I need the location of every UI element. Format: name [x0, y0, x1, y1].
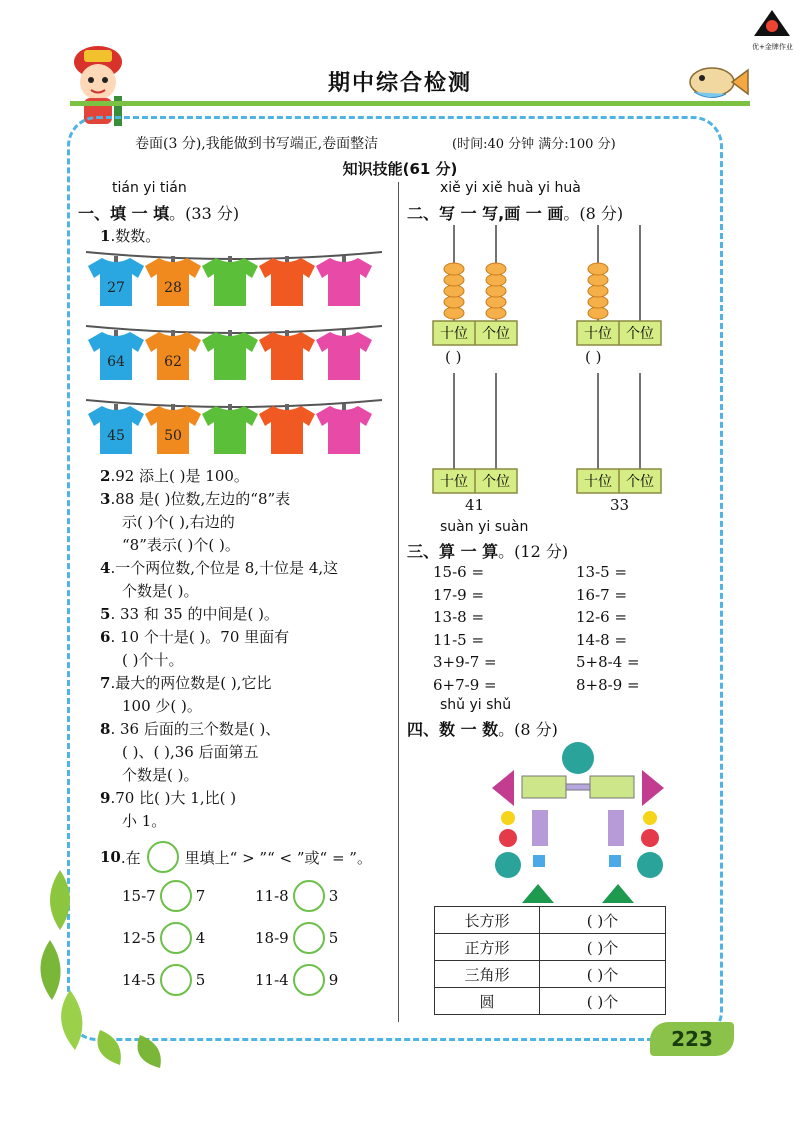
- comparison-item: [255, 922, 338, 954]
- section4-title: 四、数 一 数: [407, 720, 499, 739]
- shirt: [316, 330, 372, 380]
- abacus-2-answer: ( ): [585, 348, 602, 366]
- abacus-bead: [486, 307, 506, 319]
- question-line: [100, 626, 289, 649]
- shirt: [259, 404, 315, 454]
- calculation-item: 16-7 =: [576, 585, 628, 604]
- shape-name: 长方形: [435, 907, 540, 934]
- section3-points: 。(12 分): [498, 542, 569, 561]
- comparison-right: 9: [328, 971, 339, 989]
- section2-heading: [407, 201, 623, 224]
- question-text: . 33 和 35 的中间是( )。: [110, 605, 279, 623]
- title-underline: [70, 101, 750, 106]
- calculation-item: 14-8 =: [576, 630, 628, 649]
- tens-label: 十位: [584, 326, 612, 342]
- abacus-1-answer: ( ): [445, 348, 462, 366]
- shirt: [145, 256, 201, 306]
- question-9: [100, 787, 236, 833]
- abacus-bead: [444, 285, 464, 297]
- question-line: [100, 649, 289, 672]
- figure-triangle-green-right: [602, 884, 634, 903]
- question-number: 4: [100, 559, 111, 577]
- question-line: [100, 787, 236, 810]
- question-10-number: 10: [100, 848, 121, 866]
- question-number: 3: [100, 490, 111, 508]
- calculation-item: 5+8-4 =: [576, 653, 640, 671]
- abacus-bead: [588, 285, 608, 297]
- question-line: [100, 580, 338, 603]
- shirt: [145, 330, 201, 380]
- ones-label: 个位: [482, 326, 510, 342]
- figure-circle-yellow-left: [501, 811, 515, 825]
- abacus-bead: [486, 285, 506, 297]
- comparison-right: 7: [195, 887, 206, 905]
- figure-circle-yellow-right: [643, 811, 657, 825]
- section1-heading: [78, 201, 239, 224]
- ones-label: 个位: [626, 326, 654, 342]
- question-text: .最大的两位数是( ),它比: [110, 674, 272, 692]
- figure-circle-top: [562, 742, 594, 774]
- figure-triangle-right: [642, 770, 664, 806]
- shape-count-blank[interactable]: ( )个: [540, 934, 666, 961]
- shape-name: 圆: [435, 988, 540, 1015]
- logo-text: 优+金牌作业: [752, 43, 793, 51]
- question-line: [100, 764, 280, 787]
- question-3: [100, 488, 290, 557]
- ones-label: 个位: [626, 474, 654, 490]
- comparison-left: 11-4: [255, 971, 289, 989]
- shirt-label: 50: [164, 428, 182, 444]
- abacus-4: [577, 373, 661, 493]
- calculation-item: 11-5 =: [433, 630, 485, 649]
- shape-name: 正方形: [435, 934, 540, 961]
- shirt: [88, 330, 144, 380]
- calculation-item: 3+9-7 =: [433, 653, 497, 671]
- abacus-1: [433, 225, 517, 345]
- shirt-label: 45: [107, 428, 125, 444]
- section4-points: 。(8 分): [498, 720, 558, 739]
- abacus-bead: [444, 274, 464, 286]
- leaves-decoration: [30, 840, 170, 1070]
- question-text: .88 是( )位数,左边的“8”表: [110, 490, 291, 508]
- calculation-item: 12-6 =: [576, 608, 628, 626]
- question-text: 示( )个( ),右边的: [122, 513, 235, 531]
- figure-triangle-left: [492, 770, 514, 806]
- question-5: [100, 603, 279, 626]
- page-title: 期中综合检测: [327, 71, 472, 96]
- abacus-bead: [588, 263, 608, 275]
- calculation-item: 8+8-9 =: [576, 675, 640, 694]
- question-8: [100, 718, 280, 787]
- figure-rect-right: [590, 776, 634, 798]
- question-number: 8: [100, 720, 111, 738]
- question-text: . 36 后面的三个数是( )、: [110, 720, 281, 738]
- figure-circle-red-left: [499, 829, 517, 847]
- shirt: [202, 330, 258, 380]
- question-6: [100, 626, 289, 672]
- section3-pinyin: suàn yi suàn: [440, 519, 529, 535]
- shirt: [259, 330, 315, 380]
- section2-points: 。(8 分): [563, 204, 624, 223]
- comparison-left: 14-5: [122, 971, 156, 989]
- shirt: [88, 404, 144, 454]
- abacus-bead: [486, 274, 506, 286]
- answer-circle[interactable]: [293, 964, 325, 996]
- abacus-3-number: 41: [465, 496, 485, 514]
- question-text: 小 1。: [122, 812, 167, 830]
- abacus-bead: [444, 296, 464, 308]
- comparison-right: 3: [328, 887, 339, 905]
- question-line: [100, 741, 280, 764]
- question-line: [100, 534, 290, 557]
- comparison-item: [255, 964, 338, 996]
- abacus-bead: [588, 307, 608, 319]
- shirt-label: 64: [107, 354, 125, 370]
- abacus-4-number: 33: [610, 496, 630, 514]
- clothesline: [86, 400, 382, 407]
- section2-title: 二、写 一 写,画 一 画: [407, 204, 564, 223]
- figure-rect-purple-left: [532, 810, 548, 846]
- question-text: 个数是( )。: [122, 582, 199, 600]
- shape-name: 三角形: [435, 961, 540, 988]
- question-number: 7: [100, 674, 111, 692]
- calculation-item: 13-8 =: [433, 608, 485, 626]
- tens-label: 十位: [440, 474, 468, 490]
- shirts-illustration: [84, 244, 384, 462]
- calculation-item: 15-6 =: [433, 563, 485, 581]
- shirt: [202, 256, 258, 306]
- question-line: [100, 557, 338, 580]
- question-10-after: 里填上“ > ”“ < ”或“ = ”。: [184, 848, 372, 867]
- question-4: [100, 557, 338, 603]
- calculation-item: 17-9 =: [433, 585, 485, 604]
- abacus-2: [577, 225, 661, 345]
- shirt: [316, 404, 372, 454]
- tens-label: 十位: [584, 474, 612, 490]
- section4-pinyin: shǔ yi shǔ: [440, 697, 512, 713]
- shirt: [259, 256, 315, 306]
- comparison-left: 12-5: [122, 929, 156, 947]
- figure-rect-bridge: [566, 784, 590, 790]
- shape-row: [435, 934, 666, 961]
- abacus-bead: [486, 263, 506, 275]
- question-text: 个数是( )。: [122, 766, 199, 784]
- question-line: [100, 695, 271, 718]
- shape-row: [435, 907, 666, 934]
- calculation-item: 6+7-9 =: [433, 675, 497, 694]
- handwriting-note: 卷面(3 分),我能做到书写端正,卷面整洁: [135, 136, 379, 152]
- tens-label: 十位: [440, 326, 468, 342]
- question-line: [100, 511, 290, 534]
- shirt: [202, 404, 258, 454]
- column-divider: [398, 182, 399, 1022]
- question-1: [100, 225, 160, 246]
- question-text: 100 少( )。: [122, 697, 202, 715]
- abacus-illustration: [425, 225, 685, 495]
- section1-pinyin: tián yi tián: [112, 180, 187, 196]
- calculation-item: 13-5 =: [576, 563, 628, 581]
- question-line: [100, 488, 290, 511]
- comparison-right: 4: [195, 929, 206, 947]
- abacus-bead: [486, 296, 506, 308]
- figure-circle-teal-right: [637, 852, 663, 878]
- figure-triangle-green-left: [522, 884, 554, 903]
- question-text: .92 添上( )是 100。: [110, 467, 249, 485]
- clothesline: [86, 252, 382, 259]
- question-text: ( )个十。: [122, 651, 184, 669]
- question-1-text: .数数。: [110, 227, 161, 245]
- abacus-bead: [444, 263, 464, 275]
- question-line: [100, 718, 280, 741]
- section3-heading: [407, 539, 568, 562]
- page-number: 223: [650, 1022, 734, 1056]
- comparison-right: 5: [328, 929, 339, 947]
- figure-square-right: [609, 855, 621, 867]
- ones-label: 个位: [482, 474, 510, 490]
- shape-row: [435, 961, 666, 988]
- knowledge-heading: 知识技能(61 分): [342, 160, 458, 178]
- shapes-figure: [488, 740, 668, 905]
- question-number: 6: [100, 628, 111, 646]
- shape-count-blank[interactable]: ( )个: [540, 907, 666, 934]
- question-line: [100, 465, 249, 488]
- question-text: ( )、( ),36 后面第五: [122, 743, 259, 761]
- question-text: . 10 个十是( )。70 里面有: [110, 628, 290, 646]
- figure-circle-teal-left: [495, 852, 521, 878]
- shape-count-blank[interactable]: ( )个: [540, 961, 666, 988]
- clothesline: [86, 326, 382, 333]
- logo-icon: [752, 8, 792, 38]
- question-line: [100, 810, 236, 833]
- figure-rect-purple-right: [608, 810, 624, 846]
- shirt-label: 62: [164, 354, 182, 370]
- question-7: [100, 672, 271, 718]
- question-number: 2: [100, 467, 111, 485]
- abacus-bead: [588, 274, 608, 286]
- comparison-right: 5: [195, 971, 206, 989]
- section1-title: 一、填 一 填: [78, 204, 170, 223]
- shirt: [316, 256, 372, 306]
- question-2: [100, 465, 249, 488]
- section2-pinyin: xiě yi xiě huà yi huà: [440, 180, 581, 196]
- abacus-3: [433, 373, 517, 493]
- publisher-logo: [752, 8, 793, 51]
- question-line: [100, 672, 271, 695]
- section1-points: 。(33 分): [169, 204, 240, 223]
- section3-title: 三、算 一 算: [407, 542, 499, 561]
- shape-count-table: [434, 906, 666, 1015]
- shirt: [88, 256, 144, 306]
- answer-circle[interactable]: [293, 880, 325, 912]
- shirt: [145, 404, 201, 454]
- shirt-label: 27: [107, 280, 125, 296]
- abacus-bead: [444, 307, 464, 319]
- question-line: [100, 603, 279, 626]
- question-number: 5: [100, 605, 111, 623]
- figure-circle-red-right: [641, 829, 659, 847]
- shirt-label: 28: [164, 280, 182, 296]
- question-10-before: .在: [120, 848, 141, 867]
- section4-heading: [407, 717, 558, 740]
- comparison-item: [255, 880, 338, 912]
- question-text: .70 比( )大 1,比( ): [110, 789, 237, 807]
- figure-rect-left: [522, 776, 566, 798]
- figure-square-left: [533, 855, 545, 867]
- comparison-left: 18-9: [255, 929, 289, 947]
- comparison-left: 15-7: [122, 887, 156, 905]
- shape-count-blank[interactable]: ( )个: [540, 988, 666, 1015]
- shape-row: [435, 988, 666, 1015]
- question-1-number: 1: [100, 227, 111, 245]
- abacus-bead: [588, 296, 608, 308]
- question-number: 9: [100, 789, 111, 807]
- question-text: “8”表示( )个( )。: [122, 536, 240, 554]
- time-and-score: (时间:40 分钟 满分:100 分): [452, 137, 616, 152]
- comparison-left: 11-8: [255, 887, 289, 905]
- answer-circle[interactable]: [293, 922, 325, 954]
- question-text: .一个两位数,个位是 8,十位是 4,这: [110, 559, 339, 577]
